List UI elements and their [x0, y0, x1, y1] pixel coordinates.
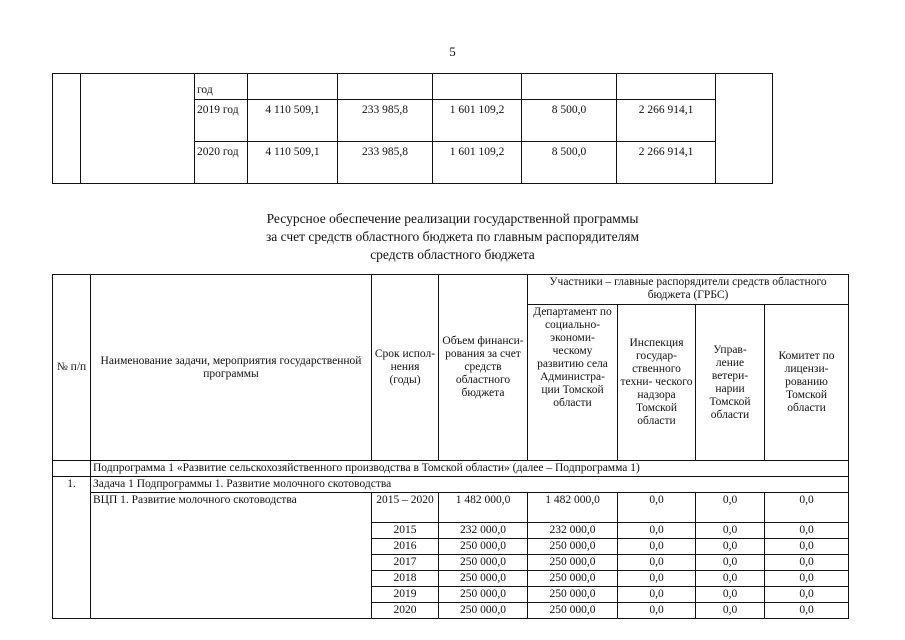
top-value-cell: 1 601 109,2 [433, 100, 522, 142]
row-p3: 0,0 [696, 539, 765, 555]
title-line: Ресурсное обеспечение реализации государственной программы [266, 211, 639, 226]
row-p3: 0,0 [696, 555, 765, 571]
row-volume: 250 000,0 [439, 555, 528, 571]
header-participants: Участники – главные распорядители средств областного бюджета (ГРБС) [528, 275, 849, 305]
top-value-cell: 8 500,0 [522, 142, 617, 184]
row-p4: 0,0 [765, 539, 849, 555]
row-p2: 0,0 [618, 523, 696, 539]
row-p1: 250 000,0 [528, 571, 618, 587]
row-p4: 0,0 [765, 523, 849, 539]
row-volume: 250 000,0 [439, 603, 528, 619]
row-volume: 1 482 000,0 [439, 493, 528, 523]
row-p1: 250 000,0 [528, 587, 618, 603]
resource-table [52, 274, 849, 619]
top-year-cell: 2020 год [195, 142, 248, 184]
row-year: 2015 – 2020 [372, 493, 439, 523]
top-value-cell: 2 266 914,1 [617, 142, 716, 184]
row-p2: 0,0 [618, 493, 696, 523]
row-p3: 0,0 [696, 587, 765, 603]
header-participant-3: Управ- ление ветери- нарии Томской области [696, 305, 765, 461]
row-year: 2015 [372, 523, 439, 539]
top-empty-cell-1 [53, 74, 81, 184]
top-value-cell: 4 110 509,1 [248, 142, 338, 184]
section-title [150, 210, 755, 264]
row-p4: 0,0 [765, 555, 849, 571]
row-p2: 0,0 [618, 571, 696, 587]
top-value-cell [338, 74, 433, 100]
row-p2: 0,0 [618, 587, 696, 603]
row-p4: 0,0 [765, 603, 849, 619]
row-p3: 0,0 [696, 603, 765, 619]
row-year: 2018 [372, 571, 439, 587]
subprogram-title: Подпрограмма 1 «Развитие сельскохозяйственного производства в Томской области» (далее – Подпрограмма 1) [91, 461, 849, 477]
row-p4: 0,0 [765, 587, 849, 603]
page-number: 5 [449, 44, 456, 59]
top-year-cell: 2019 год [195, 100, 248, 142]
row-p1: 250 000,0 [528, 555, 618, 571]
header-num: № п/п [53, 275, 91, 461]
subprogram-num-cell [53, 461, 91, 477]
row-p1: 232 000,0 [528, 523, 618, 539]
row-p2: 0,0 [618, 555, 696, 571]
task-title: Задача 1 Подпрограммы 1. Развитие молочного скотоводства [91, 477, 849, 493]
header-volume: Объем финанси- рования за счет средств областного бюджета [439, 275, 528, 461]
top-year-cell: год [195, 74, 248, 100]
top-value-cell [617, 74, 716, 100]
header-term: Срок испол- нения (годы) [372, 275, 439, 461]
row-volume: 232 000,0 [439, 523, 528, 539]
top-value-cell: 2 266 914,1 [617, 100, 716, 142]
top-table [52, 73, 773, 184]
header-participant-4: Комитет по лицензи- рованию Томской области [765, 305, 849, 461]
row-p2: 0,0 [618, 603, 696, 619]
top-value-cell [522, 74, 617, 100]
header-participant-1: Департамент по социально- экономи- ческому развитию села Администра- ции Томской области [528, 305, 618, 461]
row-p2: 0,0 [618, 539, 696, 555]
top-value-cell [248, 74, 338, 100]
header-participant-2: Инспекция государ- ственного техни- ческого надзора Томской области [618, 305, 696, 461]
title-line: за счет средств областного бюджета по главным распорядителям [265, 229, 640, 244]
row-p1: 250 000,0 [528, 603, 618, 619]
top-value-cell: 1 601 109,2 [433, 142, 522, 184]
row-p3: 0,0 [696, 493, 765, 523]
top-value-cell [433, 74, 522, 100]
row-year: 2017 [372, 555, 439, 571]
row-volume: 250 000,0 [439, 571, 528, 587]
header-name: Наименование задачи, мероприятия государственной программы [91, 275, 372, 461]
row-p3: 0,0 [696, 571, 765, 587]
row-volume: 250 000,0 [439, 587, 528, 603]
row-p4: 0,0 [765, 493, 849, 523]
top-value-cell: 8 500,0 [522, 100, 617, 142]
row-p4: 0,0 [765, 571, 849, 587]
row-year: 2019 [372, 587, 439, 603]
row-p1: 1 482 000,0 [528, 493, 618, 523]
top-empty-cell-2 [81, 74, 195, 184]
task-number: 1. [53, 477, 91, 619]
row-volume: 250 000,0 [439, 539, 528, 555]
row-year: 2020 [372, 603, 439, 619]
top-value-cell: 233 985,8 [338, 142, 433, 184]
top-value-cell: 4 110 509,1 [248, 100, 338, 142]
row-year: 2016 [372, 539, 439, 555]
title-line: средств областного бюджета [370, 247, 535, 262]
vcp-title: ВЦП 1. Развитие молочного скотоводства [91, 493, 372, 619]
top-empty-cell-last [716, 74, 773, 184]
row-p3: 0,0 [696, 523, 765, 539]
top-value-cell: 233 985,8 [338, 100, 433, 142]
row-p1: 250 000,0 [528, 539, 618, 555]
